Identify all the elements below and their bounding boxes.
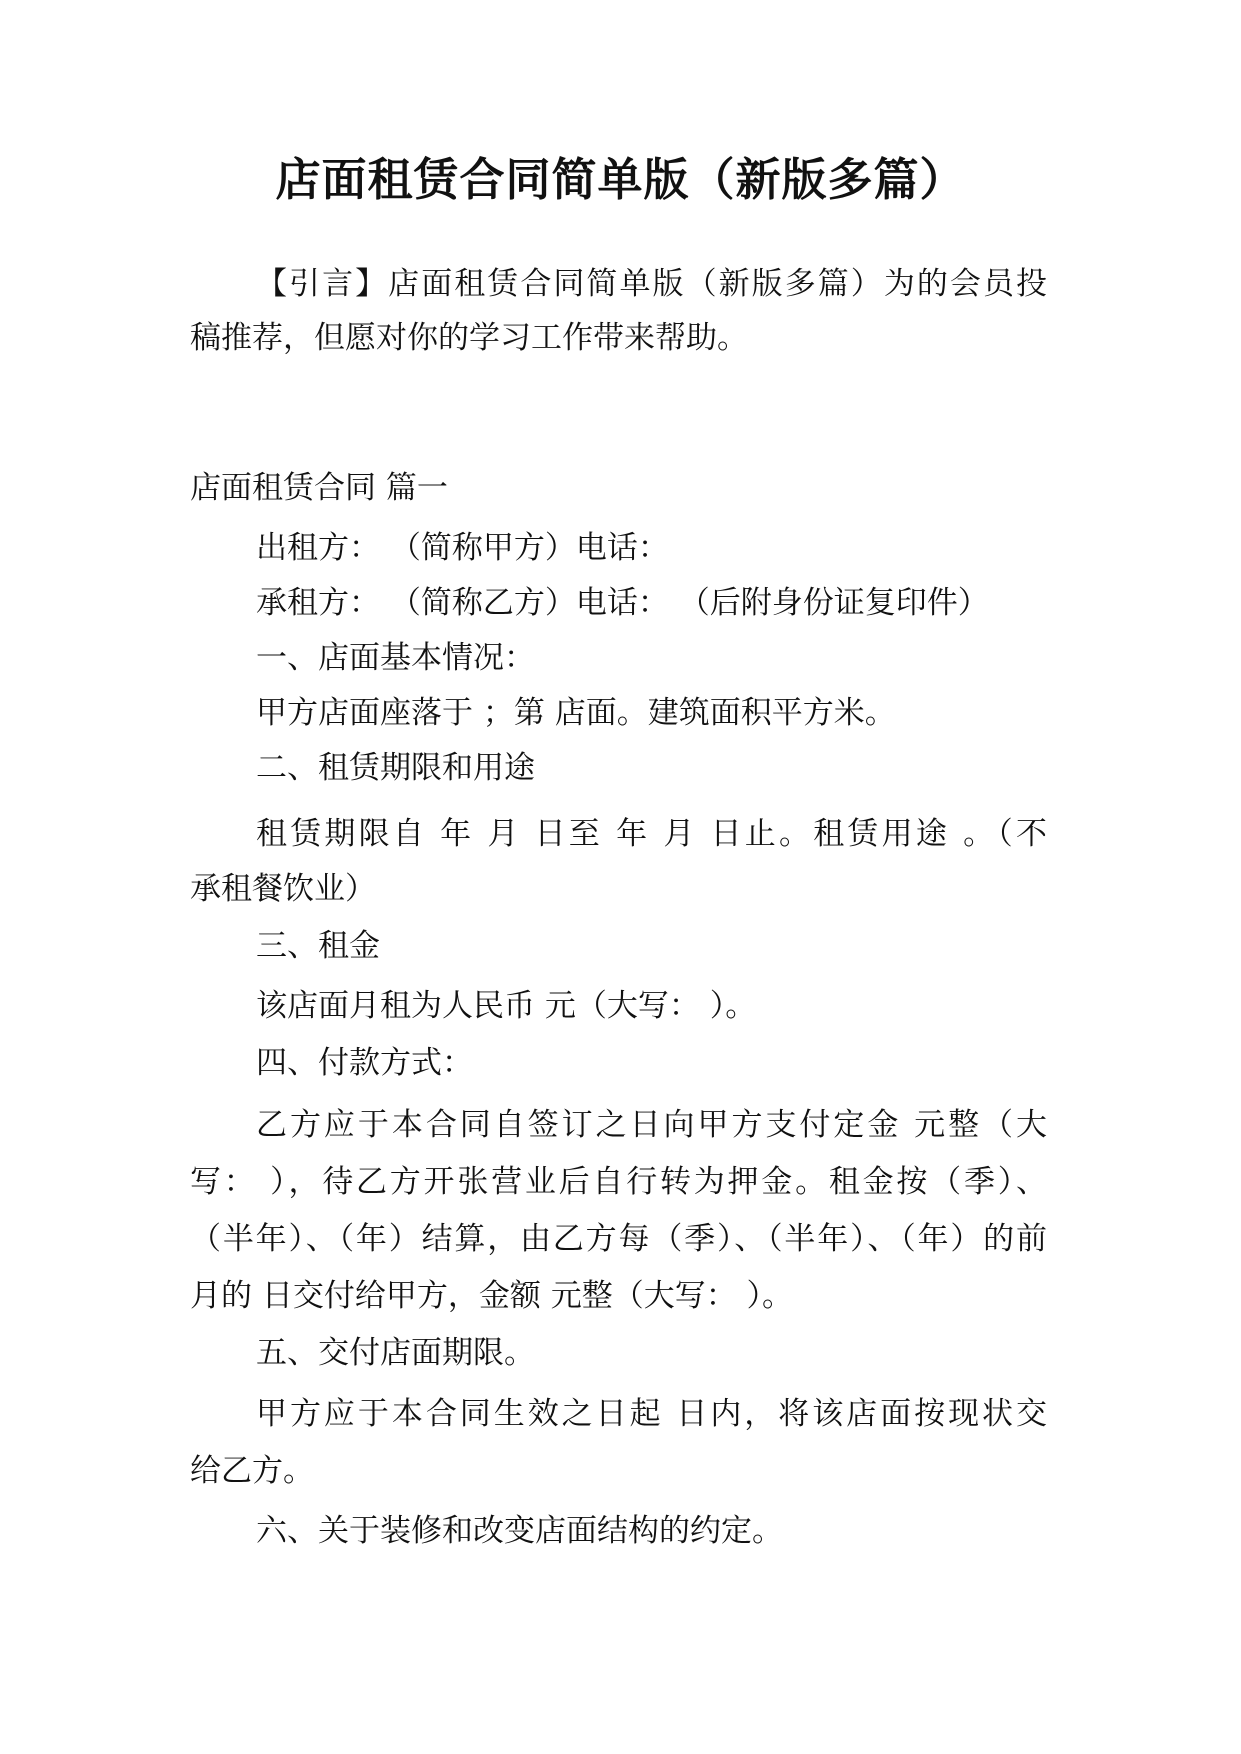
intro-line-1: 【引言】店面租赁合同简单版（新版多篇）为的会员投 xyxy=(256,266,1047,302)
clause-heading-2: 二、租赁期限和用途 xyxy=(256,750,535,786)
section-heading-part-one: 店面租赁合同 篇一 xyxy=(190,470,448,506)
clause-heading-3: 三、租金 xyxy=(256,928,380,964)
clause-body-2-line-1: 租赁期限自 年 月 日至 年 月 日止。租赁用途 。（不 xyxy=(256,816,1047,852)
clause-heading-4: 四、付款方式： xyxy=(256,1045,473,1081)
clause-body-4-line-3: （半年）、（年）结算，由乙方每（季）、（半年）、（年）的前 xyxy=(190,1221,1047,1257)
clause-heading-1: 一、店面基本情况： xyxy=(256,640,535,676)
lessee-line: 承租方： （简称乙方）电话： （后附身份证复印件） xyxy=(256,585,989,621)
lessor-line: 出租方： （简称甲方）电话： xyxy=(256,530,669,566)
clause-body-4-line-4: 月的 日交付给甲方，金额 元整（大写： ）。 xyxy=(190,1278,794,1314)
clause-heading-5: 五、交付店面期限。 xyxy=(256,1335,535,1371)
clause-heading-6: 六、关于装修和改变店面结构的约定。 xyxy=(256,1513,783,1549)
clause-body-2-line-2: 承租餐饮业） xyxy=(190,871,376,907)
clause-body-4-line-1: 乙方应于本合同自签订之日向甲方支付定金 元整（大 xyxy=(256,1107,1047,1143)
clause-body-1: 甲方店面座落于 ；第 店面。建筑面积平方米。 xyxy=(256,695,896,731)
clause-body-5-line-2: 给乙方。 xyxy=(190,1453,314,1489)
intro-line-2: 稿推荐，但愿对你的学习工作带来帮助。 xyxy=(190,320,748,356)
clause-body-5-line-1: 甲方应于本合同生效之日起 日内，将该店面按现状交 xyxy=(256,1396,1047,1432)
document-title: 店面租赁合同简单版（新版多篇） xyxy=(275,153,966,206)
clause-body-4-line-2: 写： ），待乙方开张营业后自行转为押金。租金按（季）、 xyxy=(190,1164,1047,1200)
clause-body-3: 该店面月租为人民币 元（大写： ）。 xyxy=(256,988,757,1024)
